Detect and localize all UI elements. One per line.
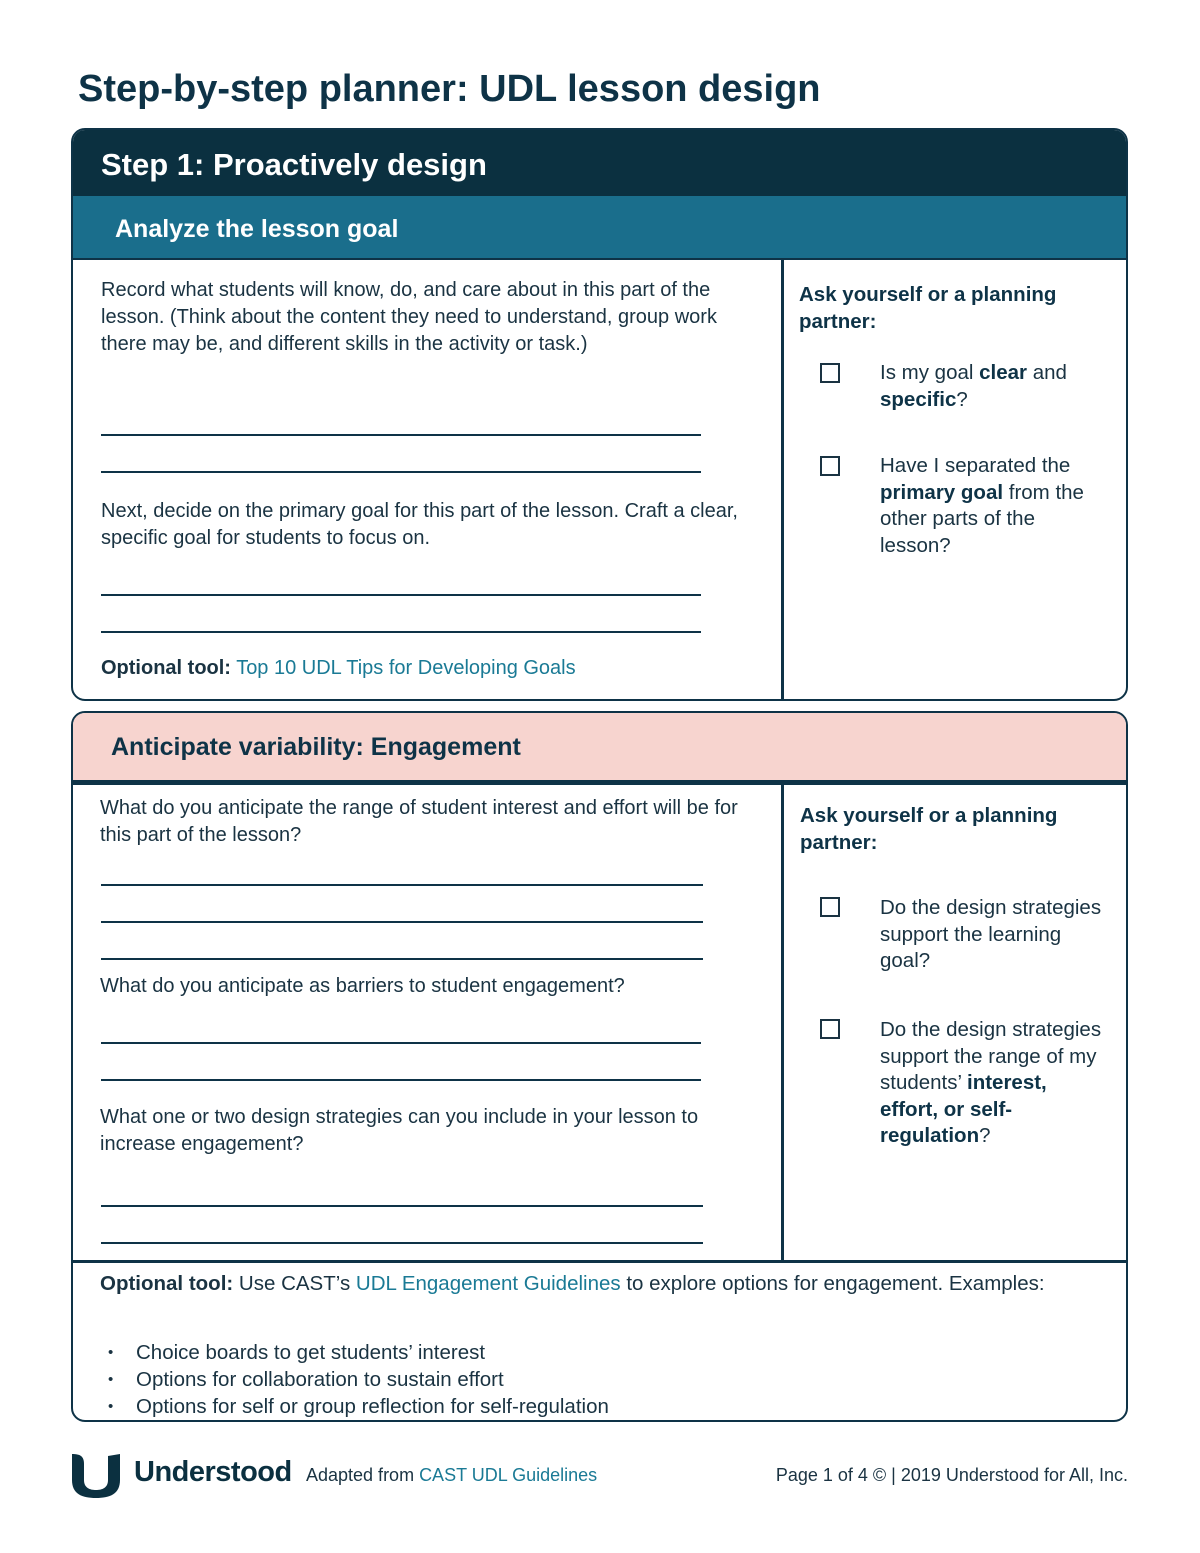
engagement-prompt-1: What do you anticipate the range of student interest and effort will be for this part of the lesson? [100,797,738,846]
optional-tool-label: Optional tool: [101,657,231,679]
list-item: • Choice boards to get students’ interest [103,1339,609,1366]
checkbox-primary-goal[interactable] [820,456,840,476]
write-line[interactable] [101,958,703,960]
ask-heading: Ask yourself or a planning partner: [799,283,1057,333]
question-primary-goal: Have I separated the primary goal from the other parts of the lesson? [880,454,1084,557]
examples-list [103,1339,609,1420]
write-line[interactable] [101,471,701,473]
analyze-goal-heading: Analyze the lesson goal [73,196,1126,260]
optional-tool-goals [101,655,741,682]
page-info: Page 1 of 4 © | 2019 Understood for All, Inc. [775,1465,1128,1485]
write-line[interactable] [101,1205,703,1207]
cast-guidelines-link[interactable]: CAST UDL Guidelines [419,1465,598,1485]
column-divider [781,783,784,1262]
footer [68,1450,1128,1502]
list-item: • Options for self or group reflection for self-regulation [103,1393,609,1420]
brand-name: Understood [134,1456,292,1488]
column-divider [781,260,784,699]
checkbox-goal-clear[interactable] [820,363,840,383]
step1-card [71,128,1128,701]
optional-tool-label: Optional tool: [100,1272,234,1295]
adapted-from: Adapted from CAST UDL Guidelines [306,1465,598,1485]
question-goal-clear: Is my goal clear and specific? [880,361,1067,411]
ask-heading: Ask yourself or a planning partner: [800,804,1058,854]
write-line[interactable] [101,921,703,923]
write-line[interactable] [101,884,703,886]
write-line[interactable] [101,594,701,596]
write-line[interactable] [101,1042,701,1044]
write-line[interactable] [101,1242,703,1244]
goal-instruction-1: Record what students will know, do, and care about in this part of the lesson. (Think about the content they need to understand, group work there may be, and different skills in the activity or task.) [101,279,717,355]
list-item: • Options for collaboration to sustain effort [103,1366,609,1393]
engagement-card [71,711,1128,1422]
write-line[interactable] [101,631,701,633]
question-learning-goal: Do the design strategies support the learning goal? [880,896,1102,972]
header-divider [73,782,1126,785]
checkbox-range-support[interactable] [820,1019,840,1039]
page-title: Step-by-step planner: UDL lesson design [78,68,821,110]
understood-logo-icon [68,1450,124,1500]
optional-tool-engagement: Optional tool: Use CAST’s UDL Engagement Guidelines to explore options for engagement. Examples: [100,1272,1045,1295]
goal-instruction-2: Next, decide on the primary goal for this part of the lesson. Craft a clear, specific goal for students to focus on. [101,500,738,549]
engagement-prompt-2: What do you anticipate as barriers to student engagement? [100,975,625,997]
question-range-support: Do the design strategies support the range of my students’ interest, effort, or self-regulation? [880,1018,1102,1147]
section-divider [73,1260,1126,1263]
checkbox-learning-goal[interactable] [820,897,840,917]
step1-heading: Step 1: Proactively design [73,130,1126,196]
engagement-prompt-3: What one or two design strategies can you include in your lesson to increase engagement? [100,1106,699,1155]
engagement-heading: Anticipate variability: Engagement [73,713,1126,782]
engagement-guidelines-link[interactable]: UDL Engagement Guidelines [355,1272,621,1295]
write-line[interactable] [101,434,701,436]
write-line[interactable] [101,1079,701,1081]
top10-tips-link[interactable]: Top 10 UDL Tips for Developing Goals [236,657,576,679]
